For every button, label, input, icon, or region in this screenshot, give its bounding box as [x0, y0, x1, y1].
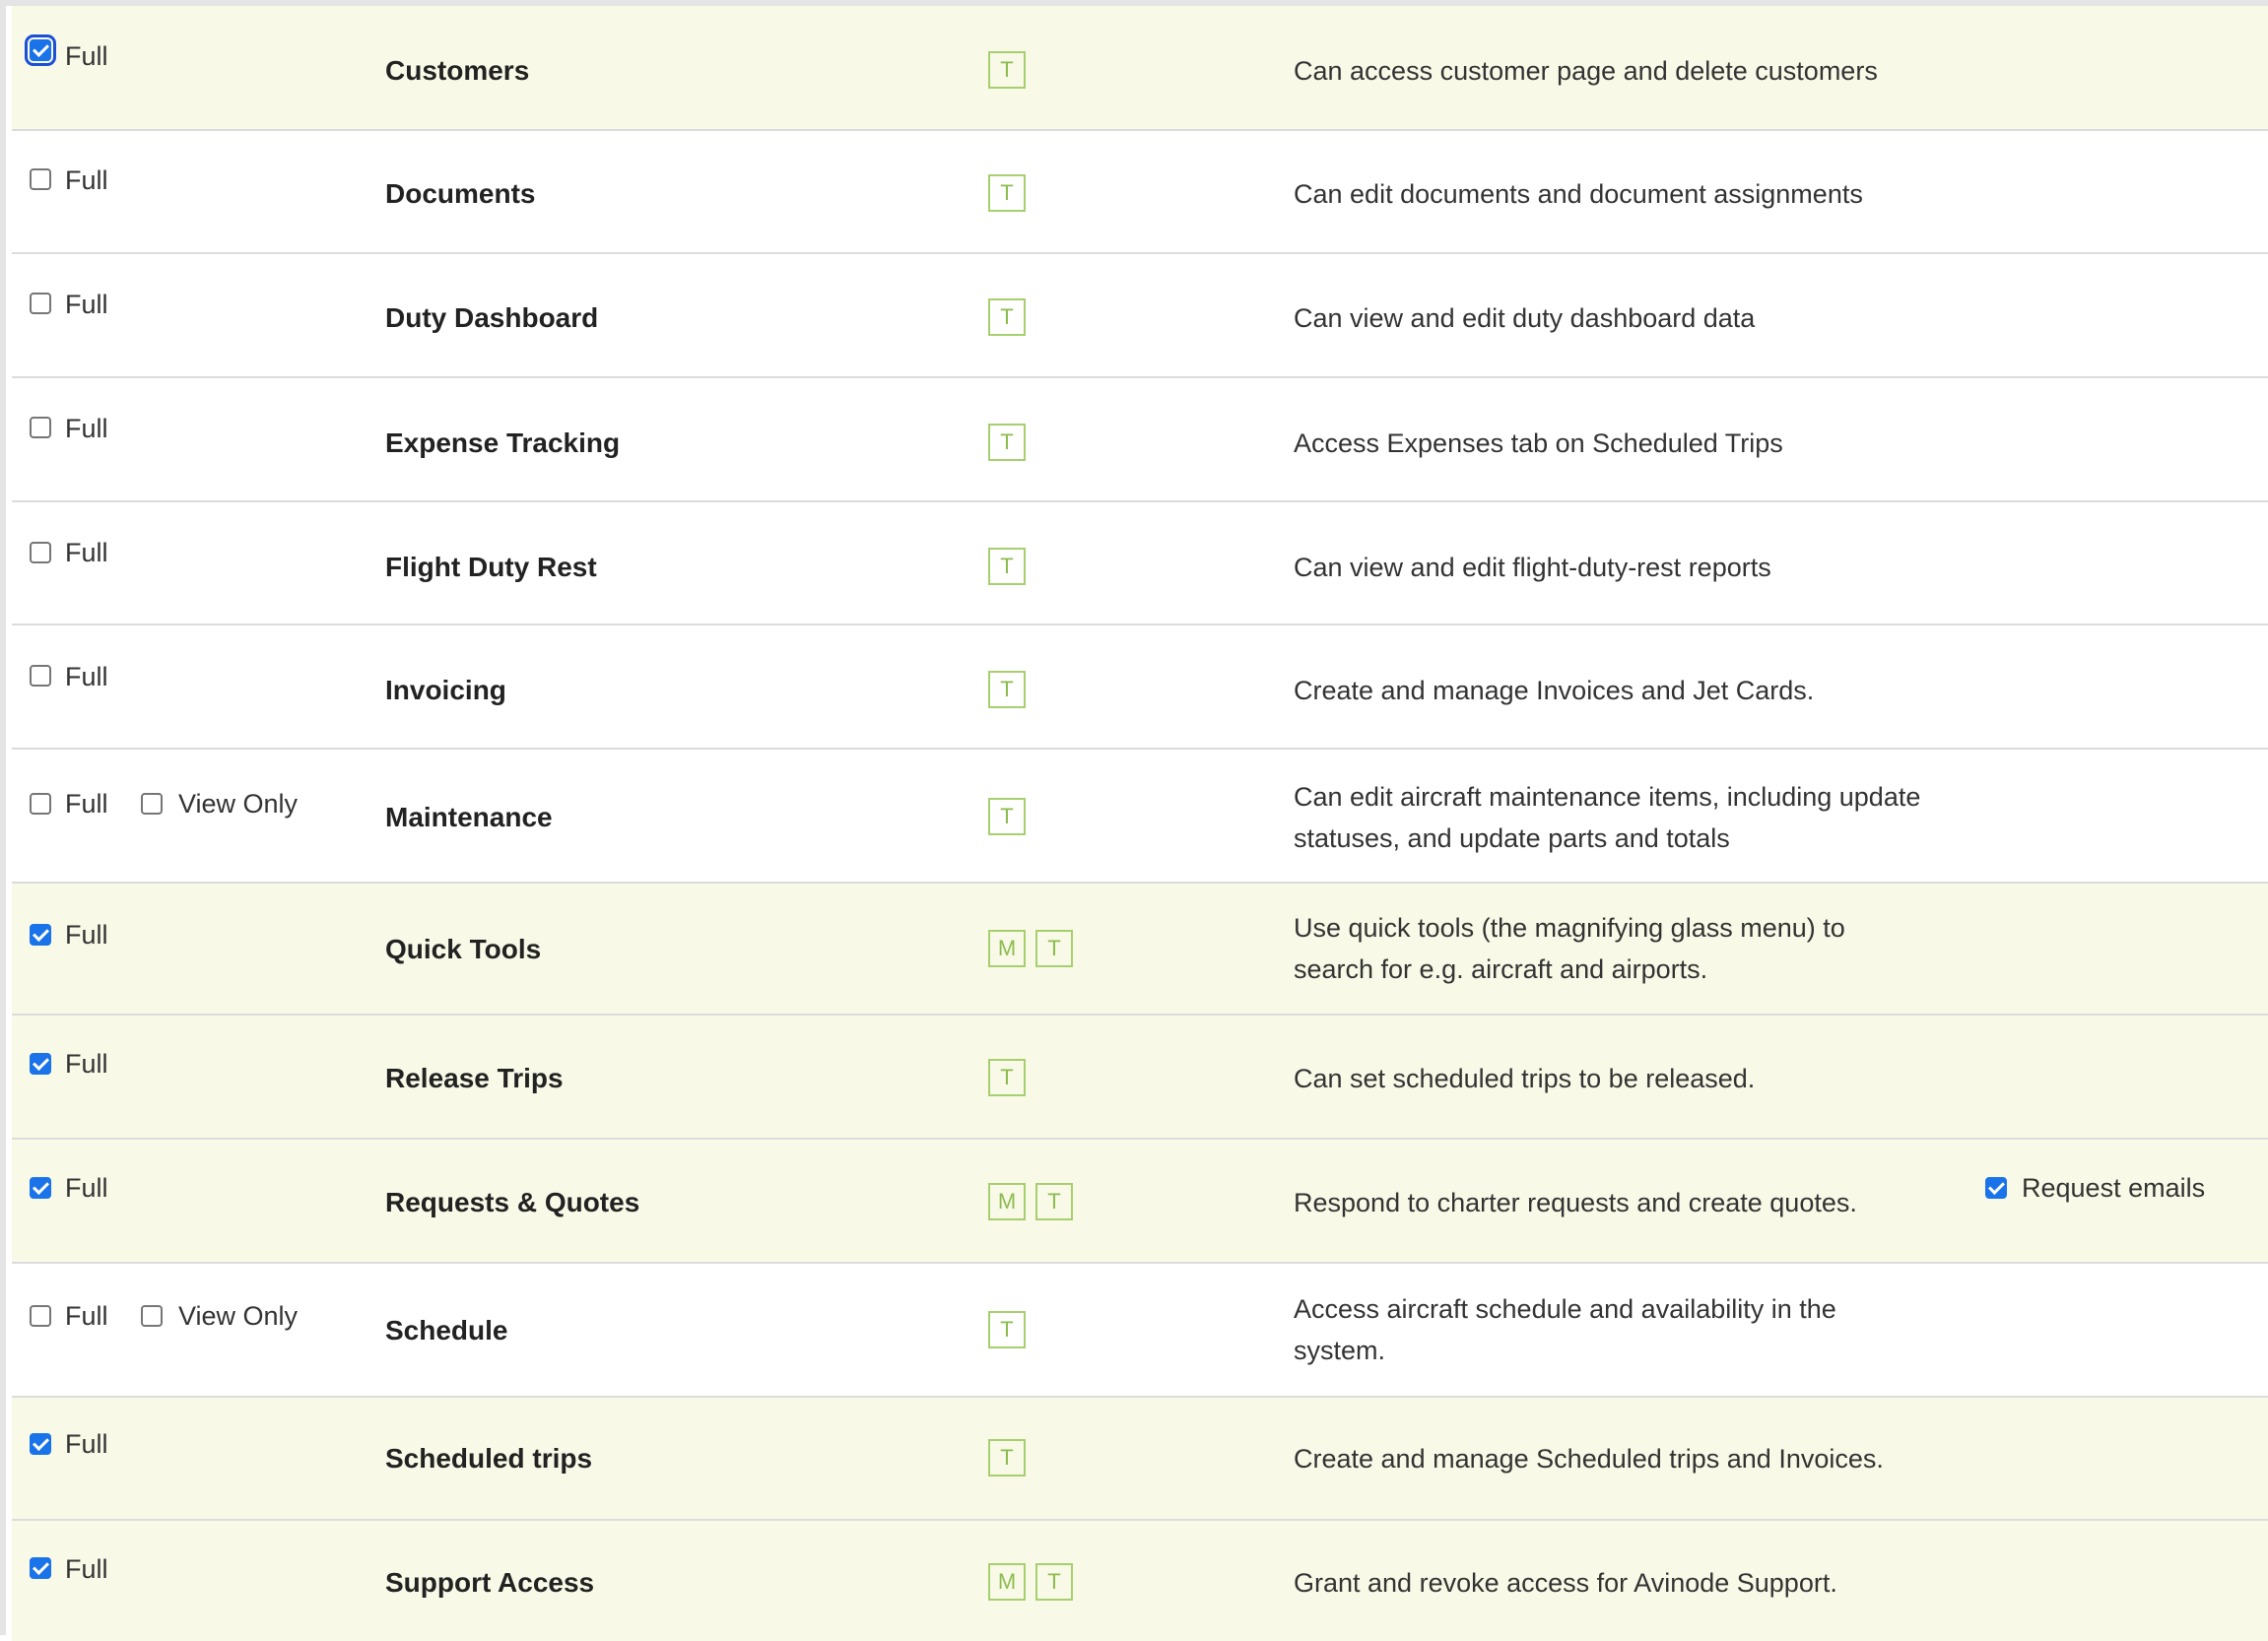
- permission-name: Duty Dashboard: [385, 302, 599, 333]
- permission-row-documents: [12, 131, 2268, 254]
- permission-description: Grant and revoke access for Avinode Support.: [1294, 1568, 1837, 1598]
- permission-row-duty-dashboard: [12, 254, 2268, 378]
- permission-row-maintenance: [12, 750, 2268, 884]
- full-checkbox[interactable]: [30, 793, 51, 815]
- badge-t: T: [988, 1439, 1026, 1477]
- permission-name: Documents: [385, 178, 536, 209]
- badge-m: M: [988, 1563, 1026, 1601]
- permission-row-invoicing: [12, 625, 2268, 750]
- permission-name: Invoicing: [385, 675, 506, 705]
- permission-description: Can set scheduled trips to be released.: [1294, 1064, 1756, 1093]
- view-only-checkbox[interactable]: [141, 793, 163, 815]
- permission-name: Release Trips: [385, 1063, 564, 1093]
- badge-t: T: [1035, 1183, 1073, 1220]
- full-checkbox[interactable]: [30, 1433, 51, 1455]
- full-label: Full: [65, 1554, 108, 1584]
- full-label: Full: [65, 662, 108, 691]
- permission-description: Can edit documents and document assignments: [1294, 179, 1863, 209]
- full-checkbox[interactable]: [30, 39, 51, 61]
- permission-description: Can access customer page and delete customers: [1294, 56, 1878, 86]
- permission-name: Support Access: [385, 1567, 595, 1598]
- full-label: Full: [65, 538, 108, 567]
- badge-t: T: [988, 671, 1026, 708]
- full-label: Full: [65, 41, 108, 71]
- permission-description: Access aircraft schedule and availability in the system.: [1294, 1294, 1836, 1365]
- permission-row-requests-quotes: [12, 1140, 2268, 1264]
- full-checkbox[interactable]: [30, 168, 51, 190]
- badge-m: M: [988, 930, 1026, 967]
- badge-t: T: [988, 1059, 1026, 1096]
- badge-t: T: [988, 798, 1026, 835]
- full-label: Full: [65, 165, 108, 195]
- permission-name: Scheduled trips: [385, 1443, 593, 1474]
- permission-name: Expense Tracking: [385, 427, 621, 458]
- permission-description: Access Expenses tab on Scheduled Trips: [1294, 428, 1783, 458]
- view-only-label: View Only: [178, 789, 299, 819]
- permission-description: Create and manage Scheduled trips and Invoices.: [1294, 1444, 1884, 1474]
- request-emails-checkbox[interactable]: [1985, 1177, 2007, 1199]
- full-label: Full: [65, 414, 108, 443]
- full-label: Full: [65, 290, 108, 319]
- permission-row-quick-tools: [12, 884, 2268, 1016]
- badge-t: T: [1035, 930, 1073, 967]
- full-label: Full: [65, 920, 108, 950]
- request-emails-label: Request emails: [2022, 1173, 2206, 1203]
- full-checkbox[interactable]: [30, 924, 51, 946]
- permission-description: Can view and edit flight-duty-rest reports: [1294, 553, 1771, 582]
- full-checkbox[interactable]: [30, 293, 51, 314]
- full-checkbox[interactable]: [30, 542, 51, 563]
- badge-m: M: [988, 1183, 1026, 1220]
- full-checkbox[interactable]: [30, 665, 51, 687]
- full-checkbox[interactable]: [30, 1557, 51, 1579]
- badge-t: T: [1035, 1563, 1073, 1601]
- permission-row-flight-duty-rest: [12, 502, 2268, 625]
- badge-t: T: [988, 424, 1026, 461]
- permission-description: Can view and edit duty dashboard data: [1294, 303, 1756, 333]
- view-only-label: View Only: [178, 1301, 299, 1331]
- permission-description: Create and manage Invoices and Jet Cards.: [1294, 676, 1815, 705]
- permission-name: Quick Tools: [385, 934, 542, 964]
- full-label: Full: [65, 1429, 108, 1459]
- permission-row-schedule: [12, 1264, 2268, 1398]
- full-label: Full: [65, 1301, 108, 1331]
- permission-row-release-trips: [12, 1016, 2268, 1140]
- permission-name: Flight Duty Rest: [385, 552, 597, 582]
- permission-description: Can edit aircraft maintenance items, including update statuses, and update parts and totals: [1294, 782, 1921, 853]
- view-only-checkbox[interactable]: [141, 1305, 163, 1327]
- badge-t: T: [988, 548, 1026, 585]
- full-checkbox[interactable]: [30, 1177, 51, 1199]
- permission-description: Use quick tools (the magnifying glass menu) to search for e.g. aircraft and airports.: [1294, 913, 1845, 984]
- full-label: Full: [65, 1173, 108, 1203]
- badge-t: T: [988, 51, 1026, 89]
- badge-t: T: [988, 174, 1026, 212]
- permission-name: Requests & Quotes: [385, 1187, 640, 1217]
- permission-description: Respond to charter requests and create quotes.: [1294, 1188, 1857, 1217]
- permission-row-customers: [12, 6, 2268, 131]
- permission-name: Maintenance: [385, 802, 553, 832]
- permission-row-scheduled-trips: [12, 1398, 2268, 1521]
- permission-row-support-access: [12, 1521, 2268, 1641]
- full-label: Full: [65, 1049, 108, 1079]
- badge-t: T: [988, 1311, 1026, 1348]
- permission-name: Schedule: [385, 1315, 508, 1346]
- full-checkbox[interactable]: [30, 417, 51, 438]
- badge-t: T: [988, 298, 1026, 336]
- permission-name: Customers: [385, 55, 530, 86]
- full-checkbox[interactable]: [30, 1305, 51, 1327]
- full-checkbox[interactable]: [30, 1053, 51, 1075]
- permission-row-expense-tracking: [12, 378, 2268, 502]
- full-label: Full: [65, 789, 108, 819]
